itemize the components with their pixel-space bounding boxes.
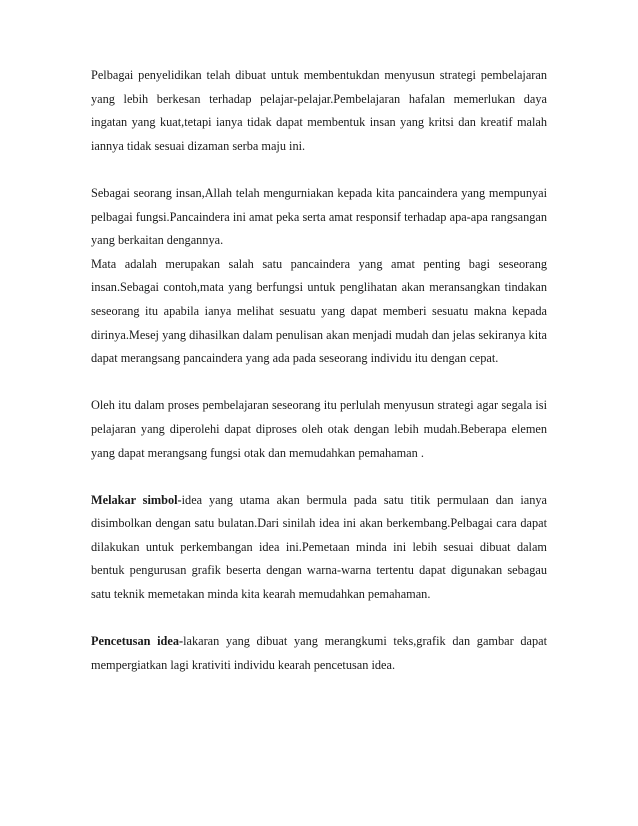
paragraph-pencetusan-idea <box>91 630 547 677</box>
paragraph-melakar-simbol-body: idea yang utama akan bermula pada satu titik permulaan dan ianya disimbolkan dengan satu bulatan.Dari sinilah idea ini akan berkembang.Pelbagai cara dapat dilakukan untuk perkembangan idea ini.Pemetaan minda ini lebih sesuai dibuat dalam bentuk pengurusan grafik beserta dengan warna-warna tertentu dapat digunakan sebagau satu teknik memetakan minda kita kearah memudahkan pemahaman. <box>91 492 548 602</box>
paragraph-intro: Pelbagai penyelidikan telah dibuat untuk membentukdan menyusun strategi pembelajaran yang lebih berkesan terhadap pelajar-pelajar.Pembelajaran hafalan memerlukan daya ingatan yang kuat,tetapi ianya tidak dapat membentuk insan yang kritsi dan kreatif malah iannya tidak sesuai dizaman serba maju ini. <box>91 68 547 153</box>
paragraph-pancaindera: Sebagai seorang insan,Allah telah mengurniakan kepada kita pancaindera yang mempunyai pelbagai fungsi.Pancaindera ini amat peka serta amat responsif terhadap apa-apa rangsangan yang berkaitan dengannya. <box>91 185 547 248</box>
paragraph-gap <box>91 607 547 631</box>
document-page <box>91 64 547 677</box>
paragraph-pencetusan-idea-body: lakaran yang dibuat yang merangkumi teks,grafik dan gambar dapat mempergiatkan lagi krativiti individu kearah pencetusan idea. <box>91 634 547 672</box>
paragraph-gap <box>91 158 547 182</box>
paragraph-gap <box>91 371 547 395</box>
paragraph-mata: Mata adalah merupakan salah satu pancaindera yang amat penting bagi seseorang insan.Sebagai contoh,mata yang berfungsi untuk penglihatan akan meransangkan tindakan seseorang itu apabila ianya melihat sesuatu yang dapat memberi sesuatu makna kepada dirinya.Mesej yang dihasilkan dalam penulisan akan menjadi mudah dan jelas sekiranya kita dapat merangsang pancaindera yang ada pada seseorang individu itu dengan cepat. <box>91 256 547 366</box>
paragraph-strategi: Oleh itu dalam proses pembelajaran seseorang itu perlulah menyusun strategi agar segala isi pelajaran yang diperolehi dapat diproses oleh otak dengan lebih mudah.Beberapa elemen yang dapat merangsang fungsi otak dan memudahkan pemahaman . <box>91 398 547 460</box>
term-pencetusan-idea: Pencetusan idea- <box>91 634 184 649</box>
paragraph-gap <box>91 465 547 489</box>
term-melakar-simbol: Melakar simbol- <box>91 492 182 507</box>
paragraph-melakar-simbol <box>91 489 547 607</box>
